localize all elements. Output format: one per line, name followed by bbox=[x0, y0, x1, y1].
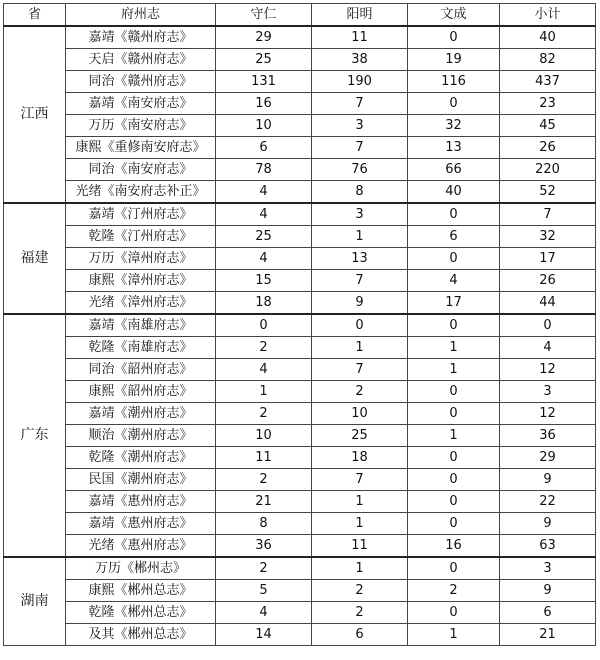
province-cell: 江西 bbox=[4, 26, 66, 203]
table-row bbox=[4, 624, 596, 646]
gazetteer-name-cell: 光绪《南安府志补正》 bbox=[66, 181, 216, 204]
subtotal-cell: 26 bbox=[500, 270, 596, 292]
subtotal-cell: 9 bbox=[500, 513, 596, 535]
yangming-count-cell: 38 bbox=[312, 49, 408, 71]
yangming-count-cell: 2 bbox=[312, 381, 408, 403]
wencheng-count-cell: 0 bbox=[408, 381, 500, 403]
shouren-count-cell: 131 bbox=[216, 71, 312, 93]
wencheng-count-cell: 1 bbox=[408, 359, 500, 381]
shouren-count-cell: 11 bbox=[216, 447, 312, 469]
table-row bbox=[4, 425, 596, 447]
subtotal-cell: 4 bbox=[500, 337, 596, 359]
table-row bbox=[4, 447, 596, 469]
shouren-count-cell: 15 bbox=[216, 270, 312, 292]
wencheng-count-cell: 116 bbox=[408, 71, 500, 93]
subtotal-cell: 6 bbox=[500, 602, 596, 624]
yangming-count-cell: 2 bbox=[312, 580, 408, 602]
table-row bbox=[4, 557, 596, 580]
gazetteer-name-cell: 嘉靖《南雄府志》 bbox=[66, 314, 216, 337]
gazetteer-name-cell: 同治《南安府志》 bbox=[66, 159, 216, 181]
yangming-count-cell: 3 bbox=[312, 115, 408, 137]
gazetteer-name-cell: 万历《漳州府志》 bbox=[66, 248, 216, 270]
wencheng-count-cell: 1 bbox=[408, 624, 500, 646]
gazetteer-name-cell: 康熙《韶州府志》 bbox=[66, 381, 216, 403]
shouren-count-cell: 4 bbox=[216, 181, 312, 204]
shouren-count-cell: 4 bbox=[216, 248, 312, 270]
table-row bbox=[4, 93, 596, 115]
wencheng-count-cell: 0 bbox=[408, 447, 500, 469]
yangming-count-cell: 76 bbox=[312, 159, 408, 181]
table-row bbox=[4, 314, 596, 337]
wencheng-count-cell: 4 bbox=[408, 270, 500, 292]
wencheng-count-cell: 19 bbox=[408, 49, 500, 71]
yangming-count-cell: 0 bbox=[312, 314, 408, 337]
shouren-count-cell: 29 bbox=[216, 26, 312, 49]
table-row bbox=[4, 49, 596, 71]
yangming-count-cell: 9 bbox=[312, 292, 408, 315]
yangming-count-cell: 10 bbox=[312, 403, 408, 425]
table-row bbox=[4, 26, 596, 49]
gazetteer-name-cell: 乾隆《潮州府志》 bbox=[66, 447, 216, 469]
shouren-count-cell: 2 bbox=[216, 557, 312, 580]
wencheng-count-cell: 32 bbox=[408, 115, 500, 137]
gazetteer-name-cell: 民国《潮州府志》 bbox=[66, 469, 216, 491]
table-row bbox=[4, 337, 596, 359]
gazetteer-name-cell: 乾隆《郴州总志》 bbox=[66, 602, 216, 624]
wencheng-count-cell: 16 bbox=[408, 535, 500, 558]
wencheng-count-cell: 40 bbox=[408, 181, 500, 204]
gazetteer-name-cell: 康熙《重修南安府志》 bbox=[66, 137, 216, 159]
header-yangming: 阳明 bbox=[312, 4, 408, 27]
yangming-count-cell: 2 bbox=[312, 602, 408, 624]
subtotal-cell: 7 bbox=[500, 203, 596, 226]
table-row bbox=[4, 381, 596, 403]
subtotal-cell: 3 bbox=[500, 557, 596, 580]
gazetteer-name-cell: 光绪《漳州府志》 bbox=[66, 292, 216, 315]
subtotal-cell: 36 bbox=[500, 425, 596, 447]
wencheng-count-cell: 0 bbox=[408, 469, 500, 491]
subtotal-cell: 0 bbox=[500, 314, 596, 337]
yangming-count-cell: 1 bbox=[312, 557, 408, 580]
shouren-count-cell: 1 bbox=[216, 381, 312, 403]
table-row bbox=[4, 270, 596, 292]
table-row bbox=[4, 292, 596, 315]
wencheng-count-cell: 0 bbox=[408, 93, 500, 115]
shouren-count-cell: 25 bbox=[216, 226, 312, 248]
shouren-count-cell: 2 bbox=[216, 469, 312, 491]
shouren-count-cell: 2 bbox=[216, 403, 312, 425]
subtotal-cell: 3 bbox=[500, 381, 596, 403]
yangming-count-cell: 18 bbox=[312, 447, 408, 469]
table-row bbox=[4, 535, 596, 558]
yangming-count-cell: 7 bbox=[312, 359, 408, 381]
subtotal-cell: 32 bbox=[500, 226, 596, 248]
wencheng-count-cell: 2 bbox=[408, 580, 500, 602]
table-row bbox=[4, 159, 596, 181]
header-province: 省 bbox=[4, 4, 66, 27]
province-cell: 广东 bbox=[4, 314, 66, 557]
yangming-count-cell: 3 bbox=[312, 203, 408, 226]
shouren-count-cell: 0 bbox=[216, 314, 312, 337]
gazetteer-name-cell: 天启《赣州府志》 bbox=[66, 49, 216, 71]
shouren-count-cell: 14 bbox=[216, 624, 312, 646]
table-body bbox=[4, 26, 596, 646]
yangming-count-cell: 11 bbox=[312, 535, 408, 558]
subtotal-cell: 437 bbox=[500, 71, 596, 93]
gazetteer-table-container bbox=[3, 3, 596, 646]
shouren-count-cell: 5 bbox=[216, 580, 312, 602]
shouren-count-cell: 2 bbox=[216, 337, 312, 359]
wencheng-count-cell: 0 bbox=[408, 491, 500, 513]
yangming-count-cell: 1 bbox=[312, 337, 408, 359]
wencheng-count-cell: 0 bbox=[408, 248, 500, 270]
gazetteer-name-cell: 康熙《漳州府志》 bbox=[66, 270, 216, 292]
subtotal-cell: 12 bbox=[500, 359, 596, 381]
shouren-count-cell: 10 bbox=[216, 425, 312, 447]
yangming-count-cell: 7 bbox=[312, 93, 408, 115]
table-row bbox=[4, 115, 596, 137]
gazetteer-name-cell: 乾隆《汀州府志》 bbox=[66, 226, 216, 248]
table-row bbox=[4, 602, 596, 624]
header-gazetteer: 府州志 bbox=[66, 4, 216, 27]
gazetteer-name-cell: 嘉靖《南安府志》 bbox=[66, 93, 216, 115]
shouren-count-cell: 4 bbox=[216, 359, 312, 381]
subtotal-cell: 52 bbox=[500, 181, 596, 204]
wencheng-count-cell: 0 bbox=[408, 513, 500, 535]
subtotal-cell: 9 bbox=[500, 469, 596, 491]
gazetteer-name-cell: 顺治《潮州府志》 bbox=[66, 425, 216, 447]
table-row bbox=[4, 137, 596, 159]
shouren-count-cell: 36 bbox=[216, 535, 312, 558]
table-row bbox=[4, 359, 596, 381]
header-shouren: 守仁 bbox=[216, 4, 312, 27]
table-row bbox=[4, 71, 596, 93]
yangming-count-cell: 190 bbox=[312, 71, 408, 93]
yangming-count-cell: 7 bbox=[312, 469, 408, 491]
subtotal-cell: 220 bbox=[500, 159, 596, 181]
wencheng-count-cell: 0 bbox=[408, 203, 500, 226]
gazetteer-name-cell: 康熙《郴州总志》 bbox=[66, 580, 216, 602]
shouren-count-cell: 4 bbox=[216, 203, 312, 226]
subtotal-cell: 17 bbox=[500, 248, 596, 270]
yangming-count-cell: 8 bbox=[312, 181, 408, 204]
table-row bbox=[4, 580, 596, 602]
wencheng-count-cell: 66 bbox=[408, 159, 500, 181]
wencheng-count-cell: 1 bbox=[408, 425, 500, 447]
yangming-count-cell: 11 bbox=[312, 26, 408, 49]
yangming-count-cell: 25 bbox=[312, 425, 408, 447]
gazetteer-name-cell: 嘉靖《惠州府志》 bbox=[66, 491, 216, 513]
table-row bbox=[4, 403, 596, 425]
subtotal-cell: 22 bbox=[500, 491, 596, 513]
table-row bbox=[4, 513, 596, 535]
yangming-count-cell: 13 bbox=[312, 248, 408, 270]
header-row bbox=[4, 4, 596, 27]
gazetteer-name-cell: 嘉靖《惠州府志》 bbox=[66, 513, 216, 535]
subtotal-cell: 12 bbox=[500, 403, 596, 425]
yangming-count-cell: 1 bbox=[312, 491, 408, 513]
gazetteer-name-cell: 光绪《惠州府志》 bbox=[66, 535, 216, 558]
wencheng-count-cell: 0 bbox=[408, 314, 500, 337]
wencheng-count-cell: 17 bbox=[408, 292, 500, 315]
gazetteer-name-cell: 嘉靖《潮州府志》 bbox=[66, 403, 216, 425]
subtotal-cell: 44 bbox=[500, 292, 596, 315]
shouren-count-cell: 10 bbox=[216, 115, 312, 137]
province-cell: 福建 bbox=[4, 203, 66, 314]
gazetteer-name-cell: 同治《韶州府志》 bbox=[66, 359, 216, 381]
gazetteer-name-cell: 嘉靖《赣州府志》 bbox=[66, 26, 216, 49]
table-row bbox=[4, 469, 596, 491]
wencheng-count-cell: 13 bbox=[408, 137, 500, 159]
wencheng-count-cell: 0 bbox=[408, 26, 500, 49]
province-cell: 湖南 bbox=[4, 557, 66, 646]
table-row bbox=[4, 491, 596, 513]
gazetteer-name-cell: 万历《南安府志》 bbox=[66, 115, 216, 137]
subtotal-cell: 29 bbox=[500, 447, 596, 469]
shouren-count-cell: 16 bbox=[216, 93, 312, 115]
subtotal-cell: 23 bbox=[500, 93, 596, 115]
subtotal-cell: 45 bbox=[500, 115, 596, 137]
subtotal-cell: 26 bbox=[500, 137, 596, 159]
gazetteer-name-cell: 万历《郴州志》 bbox=[66, 557, 216, 580]
gazetteer-table bbox=[3, 3, 596, 646]
shouren-count-cell: 8 bbox=[216, 513, 312, 535]
subtotal-cell: 40 bbox=[500, 26, 596, 49]
wencheng-count-cell: 0 bbox=[408, 403, 500, 425]
subtotal-cell: 21 bbox=[500, 624, 596, 646]
yangming-count-cell: 7 bbox=[312, 270, 408, 292]
gazetteer-name-cell: 及其《郴州总志》 bbox=[66, 624, 216, 646]
subtotal-cell: 9 bbox=[500, 580, 596, 602]
shouren-count-cell: 4 bbox=[216, 602, 312, 624]
yangming-count-cell: 1 bbox=[312, 513, 408, 535]
gazetteer-name-cell: 乾隆《南雄府志》 bbox=[66, 337, 216, 359]
yangming-count-cell: 6 bbox=[312, 624, 408, 646]
wencheng-count-cell: 1 bbox=[408, 337, 500, 359]
shouren-count-cell: 21 bbox=[216, 491, 312, 513]
yangming-count-cell: 1 bbox=[312, 226, 408, 248]
table-row bbox=[4, 203, 596, 226]
wencheng-count-cell: 0 bbox=[408, 602, 500, 624]
shouren-count-cell: 6 bbox=[216, 137, 312, 159]
table-row bbox=[4, 248, 596, 270]
header-subtotal: 小计 bbox=[500, 4, 596, 27]
header-wencheng: 文成 bbox=[408, 4, 500, 27]
shouren-count-cell: 18 bbox=[216, 292, 312, 315]
table-row bbox=[4, 226, 596, 248]
table-row bbox=[4, 181, 596, 204]
subtotal-cell: 82 bbox=[500, 49, 596, 71]
subtotal-cell: 63 bbox=[500, 535, 596, 558]
shouren-count-cell: 78 bbox=[216, 159, 312, 181]
shouren-count-cell: 25 bbox=[216, 49, 312, 71]
wencheng-count-cell: 0 bbox=[408, 557, 500, 580]
yangming-count-cell: 7 bbox=[312, 137, 408, 159]
wencheng-count-cell: 6 bbox=[408, 226, 500, 248]
gazetteer-name-cell: 嘉靖《汀州府志》 bbox=[66, 203, 216, 226]
gazetteer-name-cell: 同治《赣州府志》 bbox=[66, 71, 216, 93]
